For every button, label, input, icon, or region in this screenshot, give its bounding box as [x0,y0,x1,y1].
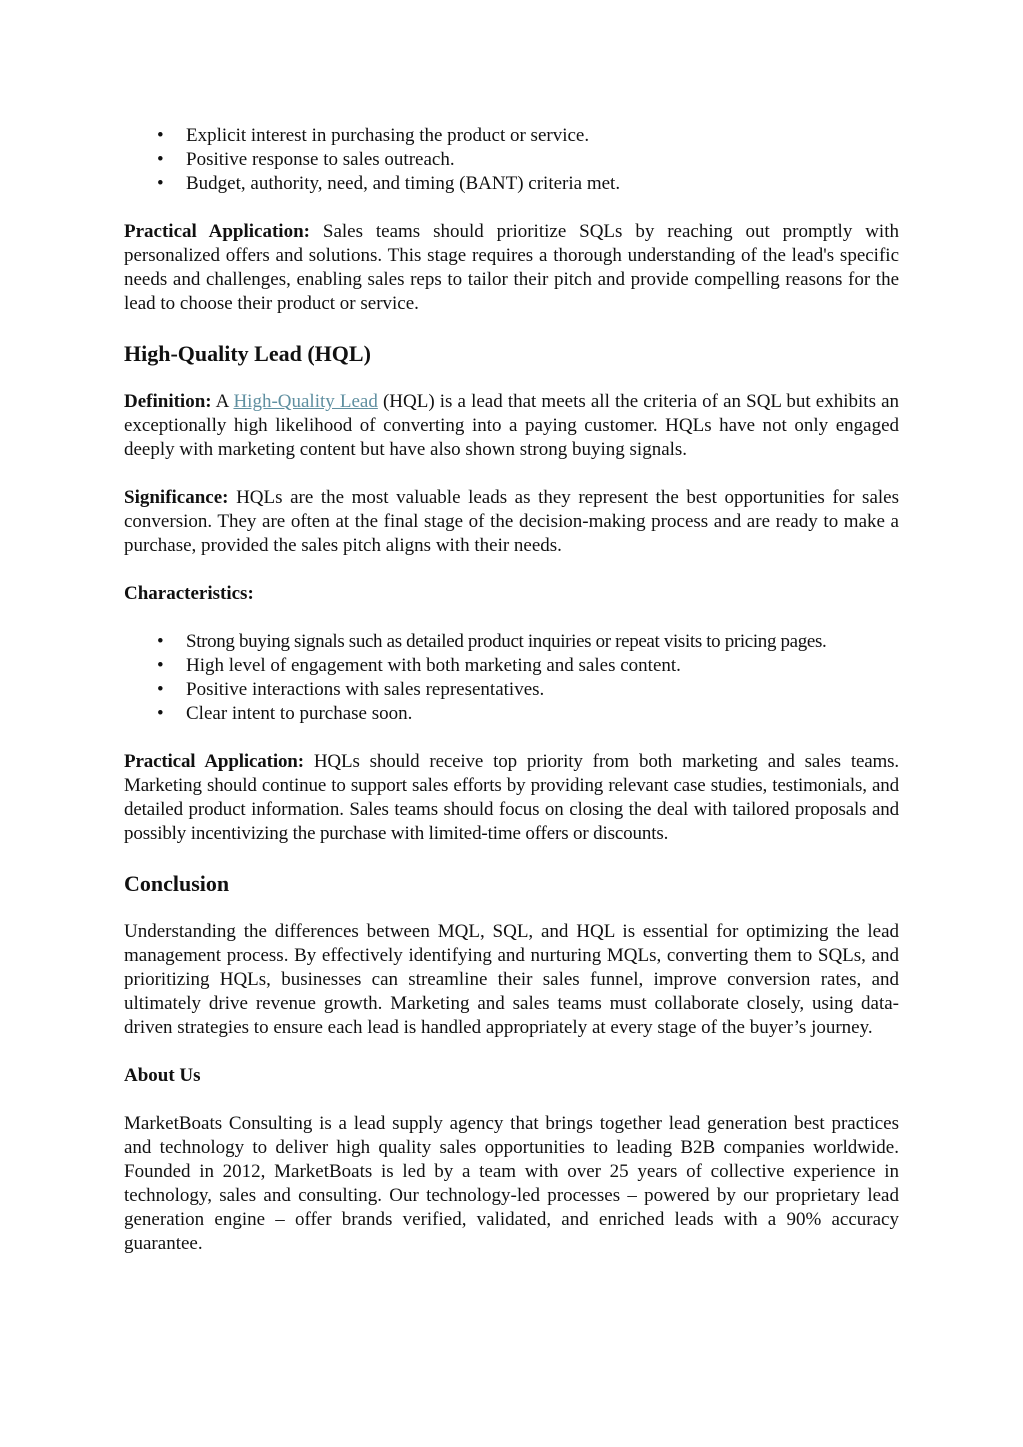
bullet-icon: • [157,679,164,700]
conclusion-paragraph: Understanding the differences between MQL, SQL, and HQL is essential for optimizing the lead management process. By effectively identifying and nurturing MQLs, converting them to SQLs, and prioritizing HQLs, businesses can streamline their sales funnel, improve conversion rates, and ultimately drive revenue growth. Marketing and sales teams must collaborate closely, using data-driven strategies to ensure each lead is handled appropriately at every stage of the buyer’s journey. [124,921,899,1038]
list-item: • Explicit interest in purchasing the product or service. [157,125,590,146]
bullet-icon: • [157,655,164,676]
list-item: • Budget, authority, need, and timing (BANT) criteria met. [157,173,621,194]
paragraph-label: Practical Application: [124,221,310,242]
hql-heading: High-Quality Lead (HQL) [124,341,371,366]
sql-criteria-list [124,124,899,196]
document-page [124,124,899,1256]
hql-definition-paragraph: Definition: A High-Quality Lead (HQL) is a lead that meets all the criteria of an SQL but exhibits an exceptionally high likelihood of converting into a paying customer. HQLs have not only engaged deeply with marketing content but have also shown strong buying signals. [124,391,900,460]
conclusion-heading: Conclusion [124,871,230,896]
characteristics-heading: Characteristics: [124,583,254,604]
high-quality-lead-link[interactable]: High-Quality Lead [233,391,378,412]
list-item: • Positive response to sales outreach. [157,149,455,170]
list-item: • Positive interactions with sales representatives. [157,679,545,700]
paragraph-label: Practical Application: [124,751,304,772]
hql-significance-paragraph: Significance: HQLs are the most valuable leads as they represent the best opportunities for sales conversion. They are often at the final stage of the decision-making process and are ready to make a purchase, provided the sales pitch aligns with their needs. [124,487,899,556]
bullet-icon: • [157,125,164,146]
about-us-paragraph: MarketBoats Consulting is a lead supply agency that brings together lead generation best practices and technology to deliver high quality sales opportunities to leading B2B companies worldwide. Founded in 2012, MarketBoats is led by a team with over 25 years of collective experience in technology, sales and consulting. Our technology-led processes – powered by our proprietary lead generation engine – offer brands verified, validated, and enriched leads with a 90% accuracy guarantee. [124,1113,899,1254]
sql-practical-paragraph: Practical Application: Sales teams should prioritize SQLs by reaching out promptly with personalized offers and solutions. This stage requires a thorough understanding of the lead's specific needs and challenges, enabling sales reps to tailor their pitch and provide compelling reasons for the lead to choose their product or service. [124,221,899,314]
bullet-icon: • [157,173,164,194]
list-item: • High level of engagement with both marketing and sales content. [157,655,681,676]
hql-practical-paragraph: Practical Application: HQLs should receive top priority from both marketing and sales teams. Marketing should continue to support sales efforts by providing relevant case studies, testimonials, and detailed product information. Sales teams should focus on closing the deal with tailored proposals and possibly incentivizing the purchase with limited-time offers or discounts. [124,751,899,844]
bullet-icon: • [157,703,164,724]
hql-characteristics-list [124,630,899,726]
bullet-icon: • [157,631,164,652]
about-us-heading: About Us [124,1065,201,1086]
paragraph-label: Significance: [124,487,229,508]
bullet-icon: • [157,149,164,170]
list-item: • Strong buying signals such as detailed product inquiries or repeat visits to pricing pages. [157,631,827,652]
paragraph-label: Definition: [124,391,212,412]
list-item: • Clear intent to purchase soon. [157,703,413,724]
